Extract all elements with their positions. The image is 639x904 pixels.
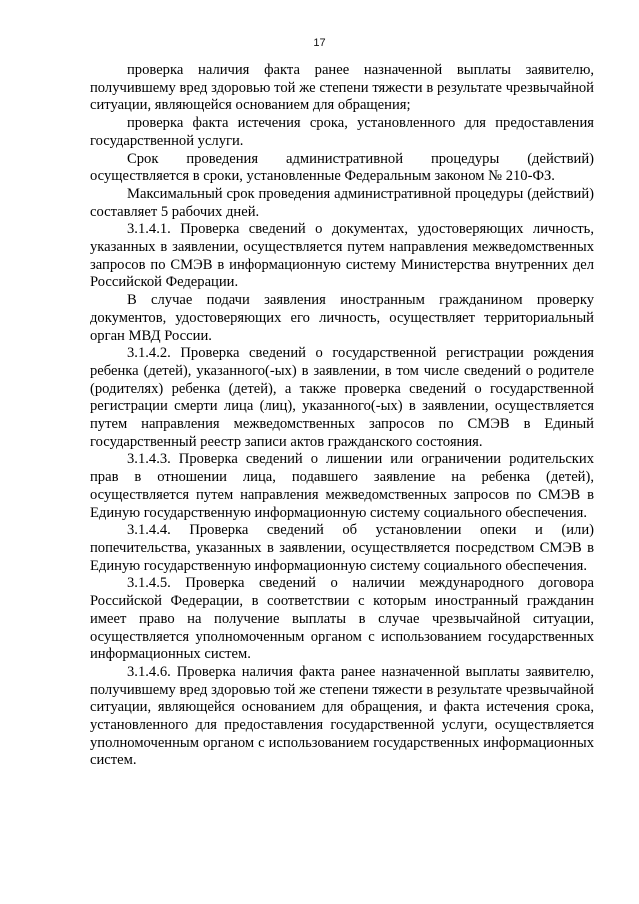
- document-body: [90, 62, 594, 770]
- paragraph-3-1-4-5: 3.1.4.5. Проверка сведений о наличии международного договора Российской Федерации, в соответствии с которым иностранный гражданин имеет право на получение выплаты в случае чрезвычайной ситуации, осуществляется уполномоченным органом с использованием государственных информационных систем.: [90, 575, 594, 663]
- paragraph-deadline-check: проверка факта истечения срока, установленного для предоставления государственной услуги.: [90, 115, 594, 149]
- paragraph-3-1-4-4: 3.1.4.4. Проверка сведений об установлении опеки и (или) попечительства, указанных в заявлении, осуществляется посредством СМЭВ в Единую государственную информационную систему социального обеспечения.: [90, 522, 594, 574]
- paragraph-3-1-4-2: 3.1.4.2. Проверка сведений о государственной регистрации рождения ребенка (детей), указанного(-ых) в заявлении, в том числе сведений о родителе (родителях) ребенка (детей), а также проверка сведений о государственной регистрации смерти лица (лиц), указанного(-ых) в заявлении, осуществляется путем направления межведомственных запросов по СМЭВ в Единый государственный реестр записи актов гражданского состояния.: [90, 345, 594, 450]
- paragraph-prior-payment-check: проверка наличия факта ранее назначенной выплаты заявителю, получившему вред здоровью той же степени тяжести в результате чрезвычайной ситуации, являющейся основанием для обращения;: [90, 62, 594, 114]
- paragraph-foreign-citizen: В случае подачи заявления иностранным гражданином проверку документов, удостоверяющих его личность, осуществляет территориальный орган МВД России.: [90, 292, 594, 344]
- paragraph-3-1-4-6: 3.1.4.6. Проверка наличия факта ранее назначенной выплаты заявителю, получившему вред здоровью той же степени тяжести в результате чрезвычайной ситуации, являющейся основанием для обращения, и факта истечения срока, установленного для предоставления государственной услуги, осуществляется уполномоченным органом с использованием государственных информационных систем.: [90, 663, 594, 769]
- page-number: 17: [313, 37, 326, 49]
- paragraph-3-1-4-1: 3.1.4.1. Проверка сведений о документах, удостоверяющих личность, указанных в заявлении, осуществляется путем направления межведомственных запросов по СМЭВ в информационную систему Министерства внутренних дел Российской Федерации.: [90, 221, 594, 291]
- paragraph-max-term: Максимальный срок проведения административной процедуры (действий) составляет 5 рабочих дней.: [90, 185, 594, 220]
- paragraph-procedure-term: Срок проведения административной процедуры (действий) осуществляется в сроки, установленные Федеральным законом № 210-ФЗ.: [90, 150, 594, 185]
- paragraph-3-1-4-3: 3.1.4.3. Проверка сведений о лишении или ограничении родительских прав в отношении лица, подавшего заявление на ребенка (детей), осуществляется путем направления межведомственных запросов по СМЭВ в Единую государственную информационную систему социального обеспечения.: [90, 451, 594, 521]
